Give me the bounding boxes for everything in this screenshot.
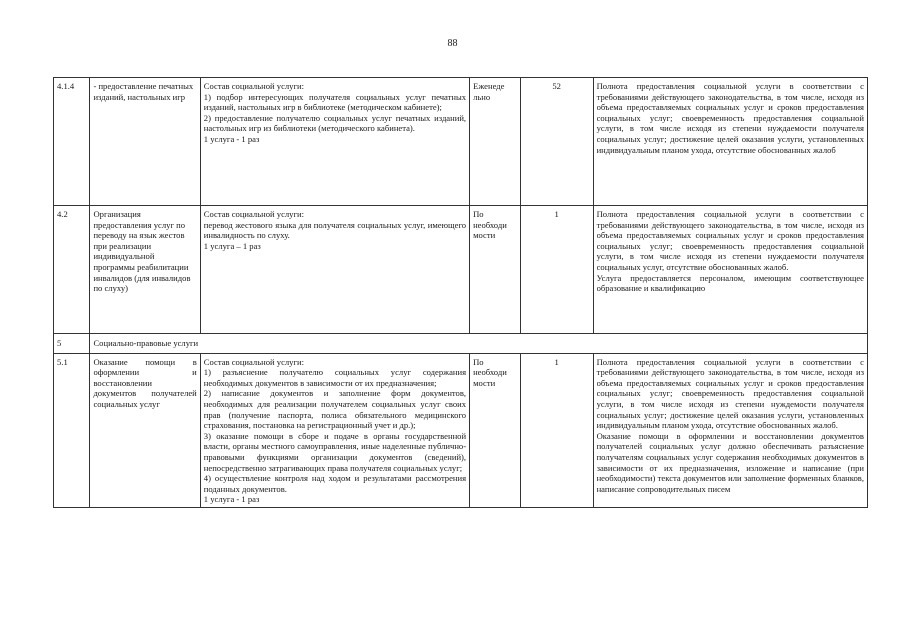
- service-count: 1: [520, 353, 593, 507]
- service-description: Состав социальной услуги: 1) разъяснение получателю социальных услуг содержания необходимых документов в зависимости от их предназначения; 2) написание документов и заполнение форм документов, необходимых для реализации получателем социальных услуг своих прав (получение паспорта, полиса обязательного медицинского страхования, постановка на регистрационный учет и др.); 3) оказание помощи в сборе и подаче в органы государственной власти, органы местного самоуправления, иные наделенные публично-правовыми функциями организации документов (сведений), непосредственно затрагивающих права получателя социальных услуг; 4) осуществление контроля над ходом и результатами рассмотрения поданных документов. 1 услуга - 1 раз: [200, 353, 469, 507]
- service-periodicity: Еженеде льно: [470, 78, 521, 206]
- service-periodicity: По необходи мости: [470, 206, 521, 334]
- service-count: 1: [520, 206, 593, 334]
- service-evaluation: Полнота предоставления социальной услуги в соответствии с требованиями действующего законодательства, в том числе, исходя из объема предоставляемых социальных услуг и сроков предоставления социальных услуг; своевременность предоставления социальной услуги, в том числе исходя из степени нуждемости получателя социальных услуг; достижение целей оказания услуги, установленных индивидуальным планом ухода, отсутствие обоснованных жалоб. Оказание помощи в оформлении и восстановлении документов получателей социальных услуг должно обеспечивать разъяснение получателям социальных услуг содержания необходимых документов в зависимости от их предназначения, изложение и написание (при необходимости) текста документов или заполнение форменных бланков, написание сопроводительных писем: [593, 353, 867, 507]
- table-row: [54, 78, 868, 206]
- section-row: [54, 334, 868, 354]
- section-number: 5: [54, 334, 90, 354]
- service-evaluation: Полнота предоставления социальной услуги в соответствии с требованиями действующего законодательства, в том числе, исходя из объема предоставляемых социальных услуг и сроков предоставления социальных услуг; своевременность предоставления социальной услуги, в том числе исходя из степени нуждаемости получателя социальных услуг; достижение целей оказания услуги, установленных индивидуальным планом ухода, отсутствие обоснованных жалоб: [593, 78, 867, 206]
- services-table: [53, 77, 868, 508]
- table-row: [54, 206, 868, 334]
- page-number: 88: [447, 38, 458, 49]
- section-title: Социально-правовые услуги: [90, 334, 868, 354]
- service-evaluation: Полнота предоставления социальной услуги в соответствии с требованиями действующего законодательства, в том числе, исходя из объема предоставляемых социальных услуг и сроков предоставления социальных услуг; своевременность предоставления социальной услуги, в том числе исходя из степени нуждаемости получателя социальных услуг, отсутствие обоснованных жалоб. Услуга предоставляется персоналом, имеющим соответствующее образование и квалификацию: [593, 206, 867, 334]
- service-name: - предоставление печатных изданий, настольных игр: [90, 78, 200, 206]
- row-number: 4.2: [54, 206, 90, 334]
- table-row: [54, 353, 868, 507]
- service-count: 52: [520, 78, 593, 206]
- service-name: Оказание помощи в оформлении и восстановлении документов получателей социальных услуг: [90, 353, 200, 507]
- service-name: Организация предоставления услуг по переводу на язык жестов при реализации индивидуальной программы реабилитации инвалидов (для инвалидов по слуху): [90, 206, 200, 334]
- service-description: Состав социальной услуги: перевод жестового языка для получателя социальных услуг, имеющего инвалидность по слуху. 1 услуга – 1 раз: [200, 206, 469, 334]
- service-periodicity: По необходи мости: [470, 353, 521, 507]
- service-description: Состав социальной услуги: 1) подбор интересующих получателя социальных услуг печатных изданий, настольных игр в библиотеке (методическом кабинете); 2) предоставление получателю социальных услуг печатных изданий, настольных игр из библиотеки (методического кабинета). 1 услуга - 1 раз: [200, 78, 469, 206]
- row-number: 5.1: [54, 353, 90, 507]
- row-number: 4.1.4: [54, 78, 90, 206]
